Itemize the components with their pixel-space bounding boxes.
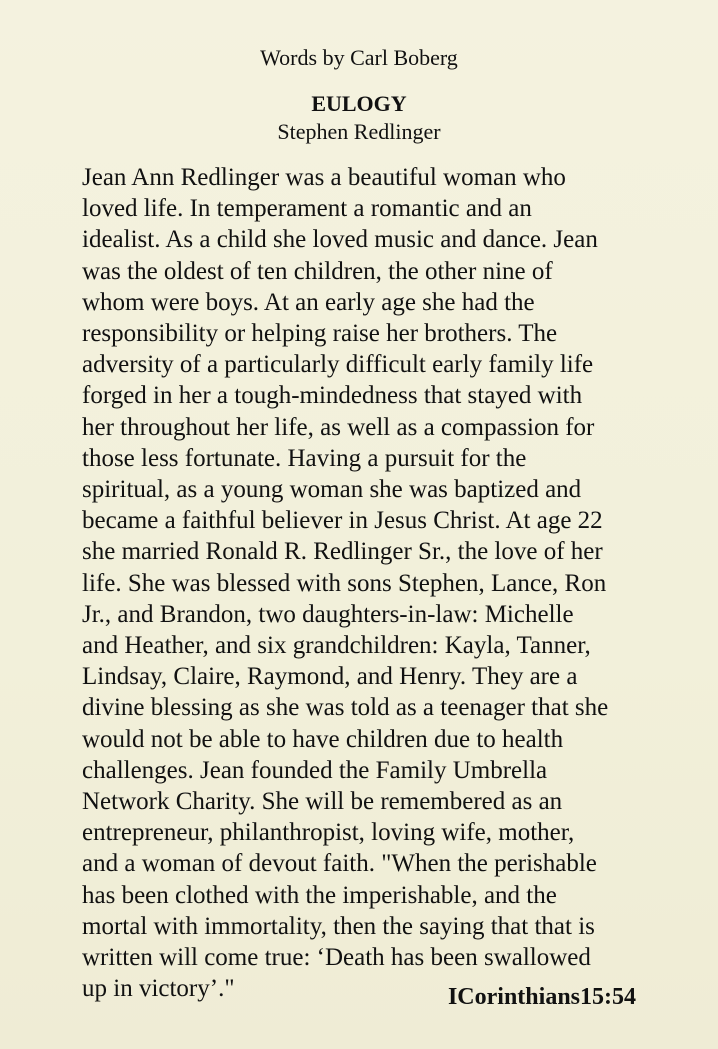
body-line: challenges. Jean founded the Family Umbrella (82, 756, 548, 784)
body-line: idealist. As a child she loved music and dance. Jean (82, 226, 598, 254)
body-line: became a faithful believer in Jesus Christ. At age 22 (82, 507, 603, 535)
body-line: Lindsay, Claire, Raymond, and Henry. They are a (82, 663, 578, 691)
body-line: adversity of a particularly difficult early family life (82, 351, 594, 379)
body-line: and a woman of devout faith. "When the perishable (82, 850, 597, 878)
body-line: has been clothed with the imperishable, and the (82, 881, 557, 909)
body-line: spiritual, as a young woman she was baptized and (82, 476, 582, 504)
body-line: Jr., and Brandon, two daughters-in-law: Michelle (82, 600, 574, 628)
body-line: entrepreneur, philanthropist, loving wife, mother, (82, 819, 575, 847)
hymn-byline: Words by Carl Boberg (260, 45, 458, 70)
body-line: written will come true: ‘Death has been swallowed (82, 944, 591, 972)
scripture-citation: ICorinthians15:54 (447, 984, 636, 1010)
body-line: divine blessing as she was told as a teenager that she (82, 694, 609, 722)
body-line: and Heather, and six grandchildren: Kayla, Tanner, (82, 632, 591, 660)
body-line: loved life. In temperament a romantic and an (82, 195, 532, 223)
body-line: Network Charity. She will be remembered as an (82, 788, 563, 816)
body-line: forged in her a tough-mindedness that stayed with (82, 382, 583, 410)
body-line: mortal with immortality, then the saying that that is (82, 912, 595, 940)
body-line: life. She was blessed with sons Stephen, Lance, Ron (82, 569, 607, 597)
body-line: whom were boys. At an early age she had the (82, 288, 535, 316)
body-line: her throughout her life, as well as a compassion for (82, 413, 595, 441)
body-line: Jean Ann Redlinger was a beautiful woman who (82, 164, 566, 191)
body-line: was the oldest of ten children, the other nine of (82, 257, 553, 285)
page-title: EULOGY (311, 91, 407, 116)
body-line: up in victory’." (82, 975, 235, 1003)
eulogy-author: Stephen Redlinger (277, 119, 441, 144)
body-line: she married Ronald R. Redlinger Sr., the love of her (82, 538, 603, 566)
eulogy-body (82, 162, 682, 1004)
body-line: responsibility or helping raise her brothers. The (82, 320, 558, 348)
body-line: would not be able to have children due to health (82, 725, 564, 753)
body-line: those less fortunate. Having a pursuit for the (82, 444, 527, 472)
